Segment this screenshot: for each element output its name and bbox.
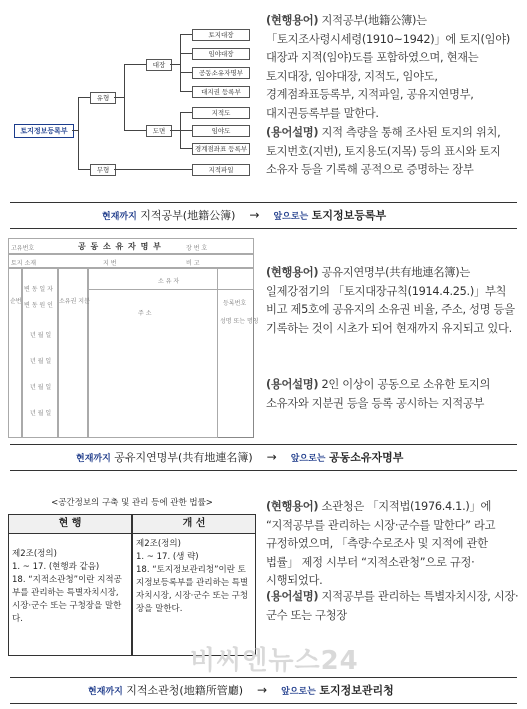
tree-node-muhyeong: 무형 <box>90 164 116 176</box>
tree-node-yuhyeong: 유형 <box>90 92 116 104</box>
tree-node-daejang: 대장 <box>146 59 172 71</box>
tree-leaf: 지적파일 <box>192 164 250 176</box>
tree-leaf: 경계점좌표 등록부 <box>192 143 250 155</box>
tree-diagram <box>0 0 262 190</box>
co-owner-form: 고유번호 토지 소재 공 동 소 유 자 명 부 장 번 호 지 번 비 고 순번 변 동 일 자 변 동 원 인 소유권 지분 소 유 자 주 소 등록번호 성명 또는 명칭 년 월 일 년 월 일 년 월 일 년 월 일 <box>8 238 254 438</box>
law-current-column: 현 행 제2조(정의) 1. ~ 17. (현행과 같음) 18. “지적소관청”이란 지적공부를 관리하는 특별자치시장, 시장·군수 또는 구청장을 말한다. <box>8 514 132 656</box>
s1-term-explanation: (용어설명) 지적 측량을 통해 조사된 토지의 위치, 토지번호(지번), 토지용도(지목) 등의 표시와 토지 소유자 등을 기록해 공적으로 증명하는 장부 <box>266 126 501 177</box>
tree-leaf: 공동소유자명부 <box>192 67 250 79</box>
s2-term-explanation: (용어설명) 2인 이상이 공동으로 소유한 토지의 소유자와 지분권 등을 등록 공시하는 지적공부 <box>266 378 491 410</box>
law-revised-column: 개 선 제2조(정의) 1. ~ 17. (생 략) 18. “토지정보관리청”이란 토지정보등록부를 관리하는 특별자치시장, 시장·군수 또는 구청장을 말한다. <box>132 514 256 656</box>
tree-leaf: 지적도 <box>192 107 250 119</box>
s1-current-term: (현행용어) 지적공부(地籍公簿)는 「토지조사령시세령(1910~1942)」에 토지(임야)대장과 지적(임야)도를 포함하였으며, 현재는 토지대장, 임야대장, 지적도, 임야도, 경계점좌표등록부, 지적파일, 공유지연명부, 대지권등록부를 말한다. <box>266 14 510 120</box>
tree-leaf: 대지권 등록부 <box>192 86 250 98</box>
law-comparison-table <box>8 496 256 656</box>
tree-leaf: 임야대장 <box>192 48 250 60</box>
tree-leaf: 토지대장 <box>192 29 250 41</box>
tree-node-domyeon: 도면 <box>146 125 172 137</box>
tree-root: 토지정보등록부 <box>14 124 74 138</box>
s3-term-explanation: (용어설명) 지적공부를 관리하는 특별자치시장, 시장·군수 또는 구청장 <box>266 590 519 622</box>
s2-summary-bar: 현재까지 공유지연명부(共有地連名簿) → 앞으로는 공동소유자명부 <box>10 444 517 471</box>
law-title: <공간정보의 구축 및 관리 등에 관한 법률> <box>51 498 213 508</box>
s2-current-term: (현행용어) 공유지연명부(共有地連名簿)는 일제강점기의 「토지대장규칙(1914.4.25.)」부칙 비고 제5호에 공유지의 소유권 비율, 주소, 성명 등을 기록하는 것이 시초가 되어 현재까지 유지되고 있다. <box>266 266 515 335</box>
s3-summary-bar: 현재까지 지적소관청(地籍所管廳) → 앞으로는 토지정보관리청 <box>10 677 517 704</box>
watermark: 비씨엔뉴스24 <box>190 646 359 676</box>
s1-summary-bar: 현재까지 지적공부(地籍公簿) → 앞으로는 토지정보등록부 <box>10 202 517 229</box>
tree-leaf: 임야도 <box>192 125 250 137</box>
form-title: 공 동 소 유 자 명 부 <box>78 242 162 251</box>
s3-current-term: (현행용어) 소관청은 「지적법(1976.4.1.)」에 “지적공부를 관리하는 시장·군수를 말한다” 라고 규정하였으며, 「측량·수로조사 및 지적에 관한 법률」 제정 시부터 “지적소관청”으로 규정·시행되었다. <box>266 500 496 588</box>
